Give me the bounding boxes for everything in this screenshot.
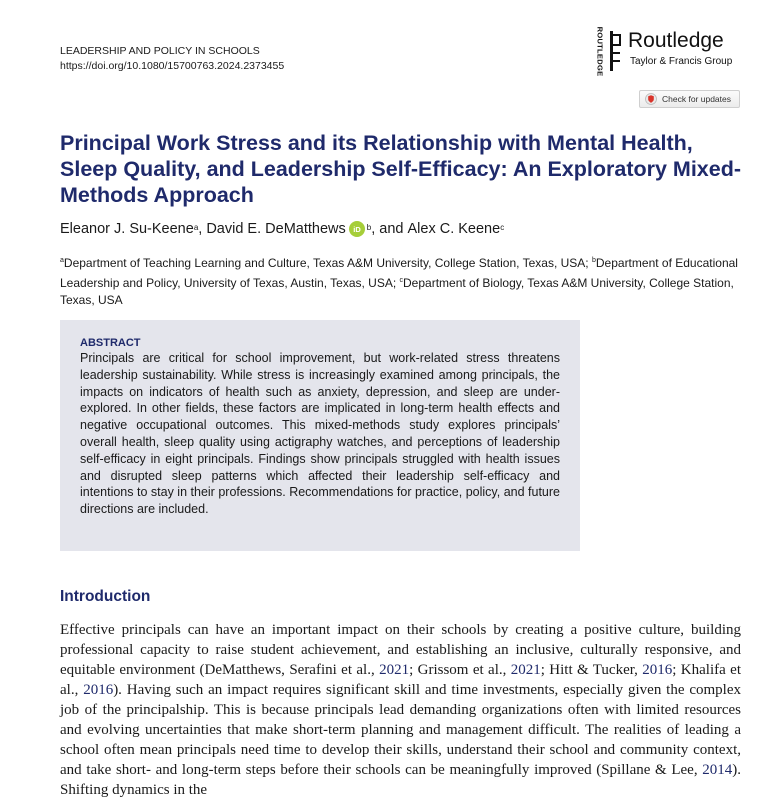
text-segment: ; Grissom et al.,: [409, 662, 511, 678]
citation-link[interactable]: 2016: [642, 662, 673, 678]
abstract-box: [60, 320, 580, 551]
citation-link[interactable]: 2014: [702, 762, 733, 778]
citation-link[interactable]: 2021: [510, 662, 541, 678]
affiliation-text: Department of Teaching Learning and Culture, Texas A&M University, College Station, Texas, USA;: [63, 256, 592, 270]
affiliation-text: Department of Educational Leadership and Policy, University of Texas, Austin, Texas, USA;: [60, 256, 738, 290]
check-for-updates-button[interactable]: [639, 90, 740, 108]
affiliation-text: Department of Biology, Texas A&M University, College Station, Texas, USA: [60, 276, 734, 307]
affiliation-mark: c: [399, 277, 404, 284]
abstract-text: Principals are critical for school improvement, but work-related stress threatens leadership sustainability. While stress is increasingly examined among principals, the impacts on indicators of health such as anxiety, depression, and sleep are under-explored. In other fields, these factors are implicated in long-term health effects and negative occupational outcomes. This mixed-methods study explores principals’ overall health, sleep quality using actigraphy watches, and perceptions of leadership self-efficacy in eight principals. Findings show principals struggled with health issues and disrupted sleep patterns which affected their leadership self-efficacy and intentions to stay in their professions. Recommendations for practice, policy, and future directions are included.: [80, 351, 560, 517]
author-name[interactable]: Eleanor J. Su-Keene: [60, 221, 194, 237]
citation-link[interactable]: 2021: [379, 662, 410, 678]
check-updates-label: Check for updates: [662, 94, 731, 104]
publisher-vertical-label: ROUTLEDGE: [595, 26, 605, 76]
publisher-group: Taylor & Francis Group: [630, 56, 733, 67]
orcid-label: iD: [353, 225, 361, 234]
affiliation-mark: b: [591, 257, 596, 264]
orcid-icon[interactable]: [349, 221, 365, 237]
check-updates-icon: [645, 93, 657, 105]
citation-link[interactable]: 2016: [83, 682, 114, 698]
author-name[interactable]: David E. DeMatthews: [206, 221, 346, 237]
introduction-heading: Introduction: [60, 588, 151, 605]
text-segment: ; Khalifa et al.,: [60, 662, 741, 698]
publisher-name: Routledge: [628, 29, 724, 52]
text-segment: ). Having such an impact requires significant skill and time investments, especially given the complex job of the principalship. This is because principals lead demanding organizations often with limited resources and evolving uncertainties that make short-term planning and management difficult. The realities of leading a school often mean principals need time to develop their skills, understand their school and community context, and take short- and long-term steps before their schools can be meaningfully improved (Spillane & Lee,: [60, 682, 742, 778]
journal-header: [60, 44, 284, 74]
text-segment: ). Shifting dynamics in the: [60, 762, 741, 798]
abstract-heading: ABSTRACT: [80, 337, 141, 349]
author-separator: ,: [198, 221, 207, 237]
introduction-paragraph: [60, 620, 741, 800]
author-list: Eleanor J. Su-Keene $^a$ , David E. DeMatthews iD $^b$ , and Alex C. Keene $^c$: [60, 221, 505, 237]
article-title: Principal Work Stress and its Relationship with Mental Health, Sleep Quality, and Leadership Self-Efficacy: An Exploratory Mixed-Methods Approach: [60, 131, 741, 207]
doi-link[interactable]: https://doi.org/10.1080/15700763.2024.2373455: [60, 60, 285, 72]
text-segment: ; Hitt & Tucker,: [540, 662, 643, 678]
author-separator: , and: [371, 221, 408, 237]
author-name[interactable]: Alex C. Keene: [407, 221, 501, 237]
text-segment: Effective principals can have an important impact on their schools by creating a positive culture, building professional capacity to raise student achievement, and establishing an inclusive, culturally responsive, and equitable environment (DeMatthews, Serafini et al.,: [60, 622, 741, 678]
affiliations: [60, 252, 750, 309]
journal-name: LEADERSHIP AND POLICY IN SCHOOLS: [60, 45, 260, 57]
routledge-logo-icon: [610, 31, 622, 71]
affiliation-mark: a: [60, 257, 64, 264]
